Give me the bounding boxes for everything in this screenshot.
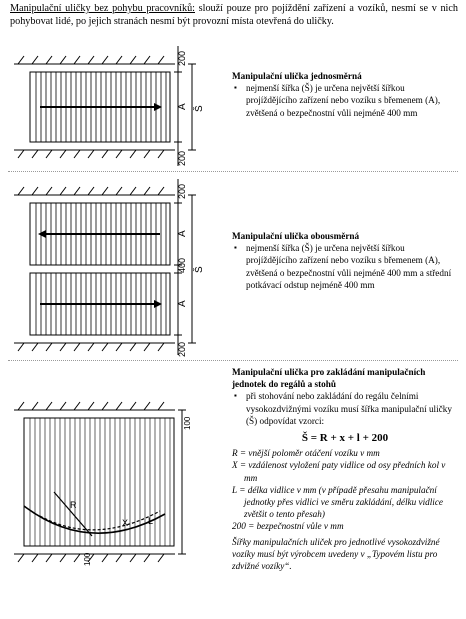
label-r: R xyxy=(70,500,77,510)
dim-mid-label: 400 xyxy=(177,257,187,273)
intro-term: Manipulační uličky bez pohybu pracovníků: xyxy=(10,3,195,14)
section-title: Manipulační ulička obousměrná xyxy=(232,231,360,241)
separator-2 xyxy=(8,360,458,361)
top-hatching xyxy=(18,56,164,64)
section-title: Manipulační ulička jednosměrná xyxy=(232,71,362,81)
dim-100-left: 100 xyxy=(83,552,92,566)
dim-100-right: 100 xyxy=(183,416,192,430)
definition-x: X = vzdálenost vyložení paty vidlice od osy předních kol v mm xyxy=(232,460,446,483)
one-way-aisle-figure xyxy=(10,44,225,168)
definition-l: L = délka vidlice v mm (v případě přesahu manipulační jednotky přes vidlici ve směru zakládání, délku vidlice zvětšit o tento přesah) xyxy=(232,484,443,520)
label-a-lower: A xyxy=(177,300,188,307)
label-s: Š xyxy=(194,105,205,112)
label-a: A xyxy=(177,103,188,110)
top-hatching xyxy=(18,402,164,410)
bottom-hatching xyxy=(18,343,164,351)
label-a-upper: A xyxy=(177,230,188,237)
stacking-aisle-text xyxy=(232,366,458,572)
rack-rect xyxy=(24,418,174,546)
definition-r: R = vnější poloměr otáčení vozíku v mm xyxy=(232,448,380,459)
stacking-aisle-figure xyxy=(10,396,225,576)
section-title: Manipulační ulička pro zakládání manipulačních jednotek do regálů a stohů xyxy=(232,367,426,390)
bullet-text: ▪ nejmenší šířka (Š) je určena největší šířkou projíždějícího zařízení nebo vozíku s břemenem (A), zvětšená o bezpečnostní vůli nejméně 400 mm xyxy=(232,82,452,119)
definition-200: 200 = bezpečnostní vůle v mm xyxy=(232,521,344,532)
bullet-text: ▪ při stohování nebo zakládání do regálu čelními vysokozdvižnými vozíku musí šířka manipulační uličky (Š) odpovídat vzorci: xyxy=(232,390,458,427)
one-way-aisle-text xyxy=(232,70,452,119)
two-way-aisle-figure xyxy=(10,177,225,357)
manufacturer-note: Šířky manipulačních uliček pro jednotlivé vysokozdvižné vozíky musí být výrobcem uvedeny v „Typovém listu pro zdvižné vozíky“. xyxy=(232,536,440,572)
label-s: Š xyxy=(194,266,205,273)
dim-bottom-label: 200 xyxy=(177,150,187,166)
bottom-hatching xyxy=(18,150,164,158)
bullet-text: ▪ nejmenší šířka (Š) je určena největší šířkou projíždějícího zařízení nebo vozíku s břemenem (A), zvětšená o bezpečnostní vůli nejméně 400 mm a střední potkávací odstup nejméně 400 mm xyxy=(232,242,454,291)
dim-top-label: 200 xyxy=(177,50,187,66)
two-way-aisle-text xyxy=(232,230,454,291)
aisle-width-formula: Š = R + x + l + 200 xyxy=(301,432,389,445)
dim-bottom-label: 200 xyxy=(177,341,187,357)
dim-top-label: 200 xyxy=(177,183,187,199)
label-x: X xyxy=(122,518,129,528)
separator-1 xyxy=(8,171,458,172)
top-hatching xyxy=(18,187,164,195)
intro-paragraph xyxy=(10,2,458,28)
intro-text: slouží pouze pro pojíždění zařízení a vozíků, nesmí se v nich pohybovat lidé, po jejich stranách nesmí být provozní místa otevřená do uličky. xyxy=(10,3,459,27)
label-l: L xyxy=(148,516,154,526)
